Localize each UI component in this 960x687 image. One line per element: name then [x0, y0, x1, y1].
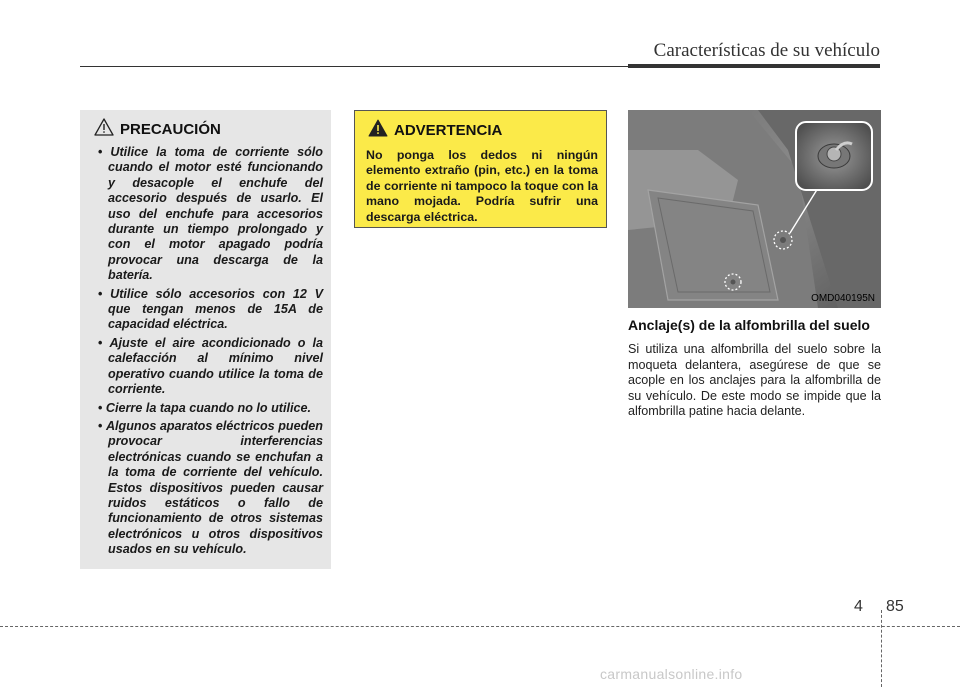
caution-title: PRECAUCIÓN [120, 121, 221, 138]
caution-item: • Utilice sólo accesorios con 12 V que tengan menos de 15A de capacidad eléctrica. [92, 287, 323, 333]
caution-header [94, 118, 323, 141]
warning-title: ADVERTENCIA [394, 122, 503, 139]
section-heading: Anclaje(s) de la alfombrilla del suelo [628, 317, 870, 333]
warning-triangle-filled-icon [368, 119, 388, 142]
caution-item: • Cierre la tapa cuando no lo utilice. [92, 401, 323, 416]
header-rule-accent [628, 64, 880, 68]
caution-item: • Algunos aparatos eléctricos pueden provocar interferencias electrónicas cuando se enchufan a la toma de corriente del vehículo. Estos dispositivos pueden causar ruidos estáticos o fallo de funcionamiento de otros sistemas electrónicos u otros dispositivos usados en su vehículo. [92, 419, 323, 558]
section-body: Si utiliza una alfombrilla del suelo sobre la moqueta delantera, asegúrese de que se acople en los anclajes para la alfombrilla de su vehículo. De este modo se impide que la alfombrilla patine hacia delante. [628, 342, 881, 419]
watermark: carmanualsonline.info [600, 666, 743, 682]
footer-rule [0, 626, 960, 627]
caution-item: • Ajuste el aire acondicionado o la calefacción al mínimo nivel operativo cuando utilice la toma de corriente. [92, 336, 323, 398]
chapter-number: 4 [854, 598, 863, 615]
header-rule [80, 66, 628, 67]
caution-box [80, 110, 331, 569]
warning-text: No ponga los dedos ni ningún elemento extraño (pin, etc.) en la toma de corriente ni tampoco la toque con la mano mojada. Podría sufrir una descarga eléctrica. [366, 148, 598, 224]
header-title: Características de su vehículo [653, 40, 880, 61]
page-number: 85 [886, 598, 904, 615]
floor-mat-illustration [628, 110, 881, 308]
warning-triangle-icon [94, 118, 114, 141]
figure-label: OMD040195N [811, 293, 875, 304]
floor-mat-anchor-photo [628, 110, 881, 308]
caution-item: • Utilice la toma de corriente sólo cuando el motor esté funcionando y desacople el enchufe del accesorio después de usarlo. El uso del enchufe para accesorios durante un tiempo prolongado y con el motor apagado podría provocar una descarga de la batería. [92, 145, 323, 284]
warning-box [354, 110, 607, 228]
caution-list [92, 145, 323, 558]
warning-header [368, 119, 598, 142]
footer-divider [881, 610, 882, 687]
